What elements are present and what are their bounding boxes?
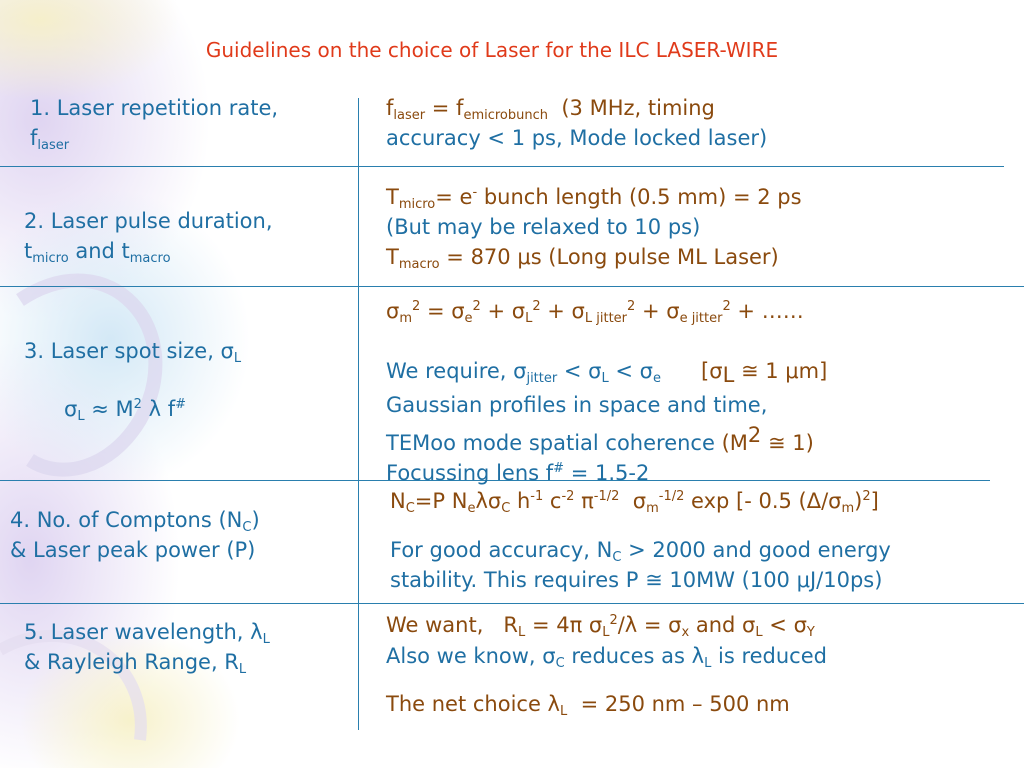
row4-notes: For good accuracy, $N_C > 2000$ and good energy stability. This requires P ≅ 10MW (100 μJ/10ps) (390, 538, 891, 592)
row2-value: $T_{micro}= e^-$ bunch length (0.5 mm) = 2 ps (But may be relaxed to 10 ps) $T_{macro} = 870$ μs (Long pulse ML Laser) (386, 185, 802, 272)
row3-label: 3. Laser spot size, $\sigma_L$ (24, 339, 242, 366)
row-divider-4 (0, 603, 1024, 604)
row-divider-1 (0, 166, 1004, 167)
column-divider (358, 98, 359, 730)
spot-size-formula: $\sigma_L \approx M^2$ λ f# (64, 397, 186, 424)
row5-want: We want, $R_L = 4\pi$ $\sigma_L^2/\lambda = \sigma_x$ and $\sigma_L < \sigma_Y$ (386, 613, 815, 640)
row2-label: 2. Laser pulse duration, $t_{micro}$ and $t_{macro}$ (24, 209, 273, 266)
comptons-equation: $N_C=P$ $N_e\lambda\sigma_C$ $h^{-1}$ $c^{-2}$ $\pi^{-1/2}$ $\sigma_m^{-1/2}$ exp [- 0.5 $(\Delta/\sigma_m)^2$] (390, 489, 879, 516)
row4-label: 4. No. of Comptons $(N_C)$ & Laser peak power (P) (10, 508, 260, 562)
row5-know: Also we know, $\sigma_C$ reduces as $\lambda_L$ is reduced (386, 644, 827, 671)
row-divider-2 (0, 286, 1024, 287)
row1-label: 1. Laser repetition rate, $f_{laser}$ (30, 96, 279, 153)
row5-label: 5. Laser wavelength, $\lambda_L$ & Rayleigh Range, $R_L$ (24, 620, 270, 677)
slide-title: Guidelines on the choice of Laser for the ILC LASER-WIRE (205, 38, 779, 62)
row1-value: $f_{laser} = f_{emicrobunch}$ (3 MHz, timing accuracy < 1 ps, Mode locked laser) (386, 96, 768, 150)
sigma-sum-equation: $\sigma_m^2 = \sigma_e^2 + \sigma_L^2 + \sigma_{L jitter}^2 + \sigma_{e jitter}^2$ + …… (386, 299, 804, 326)
row3-requirements: We require, $\sigma_{jitter} < \sigma_L < \sigma_e$ [$\sigma_L$ ≅ 1 μm] Gaussian profiles in space and time, TEMoo mode spatial coherence ($M^2$ ≅ 1) Focussing lens f# = 1.5-2 (386, 359, 828, 485)
row5-net-choice: The net choice $\lambda_L = 250$ nm – 500 nm (386, 692, 790, 719)
